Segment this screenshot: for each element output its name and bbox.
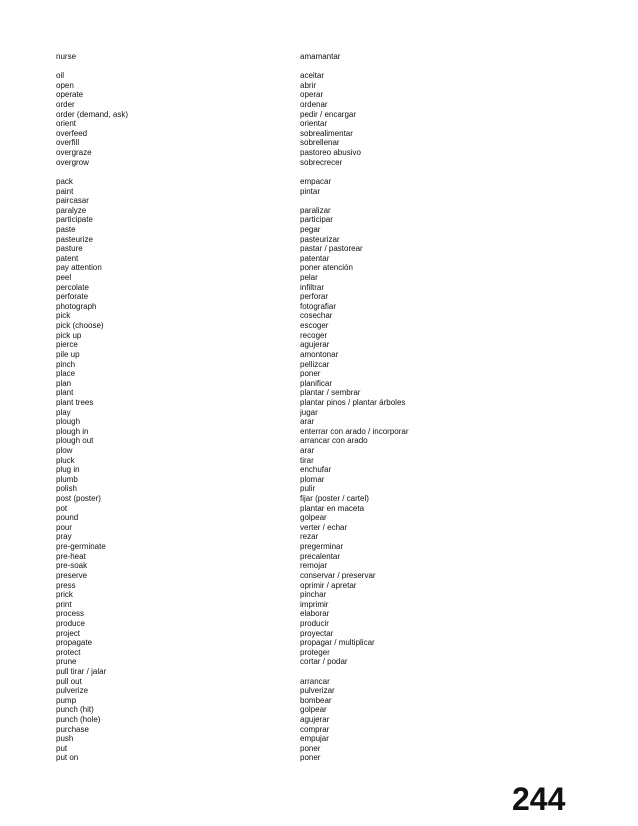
english-term: peel (56, 273, 72, 283)
english-term: preserve (56, 570, 88, 580)
spanish-term: proyectar (300, 628, 334, 638)
english-term: play (56, 407, 71, 417)
spanish-term: sobrecrecer (300, 157, 343, 167)
spanish-term: verter / echar (300, 522, 348, 532)
english-term (56, 167, 276, 177)
spanish-term: elaborar (300, 609, 330, 619)
spanish-term: agujerar (300, 715, 330, 725)
spanish-term: poner (300, 743, 321, 753)
spanish-term: remojar (300, 561, 328, 571)
spanish-term: agujerar (300, 340, 330, 350)
spanish-term: producir (300, 618, 329, 628)
english-term: plant trees (56, 397, 94, 407)
spanish-term: pregerminar (300, 542, 344, 552)
english-term: overgrow (56, 157, 89, 167)
spanish-term: paralizar (300, 205, 331, 215)
english-term (56, 62, 276, 72)
english-term: pray (56, 532, 72, 542)
english-term: pack (56, 176, 73, 186)
page-number: 244 (512, 781, 566, 817)
spanish-term: ordenar (300, 100, 328, 110)
spanish-term: abrir (300, 80, 317, 90)
spanish-term: precalentar (300, 551, 341, 561)
spanish-term (300, 667, 600, 677)
english-term: project (56, 628, 81, 638)
spanish-term: pastar / pastorear (300, 244, 363, 254)
spanish-term: fijar (poster / cartel) (300, 494, 369, 504)
english-term: pick (choose) (56, 321, 104, 331)
english-term: purchase (56, 724, 89, 734)
spanish-term: escoger (300, 321, 329, 331)
english-term: paste (56, 224, 76, 234)
english-term: orient (56, 119, 77, 129)
english-term: overfill (56, 138, 80, 148)
english-term: propagate (56, 638, 93, 648)
english-term: pre-germinate (56, 542, 106, 552)
spanish-term: operar (300, 90, 324, 100)
english-term: perforate (56, 292, 89, 302)
english-term: pasture (56, 244, 83, 254)
english-term: pick up (56, 330, 82, 340)
spanish-term: sobrellenar (300, 138, 340, 148)
english-term: plan (56, 378, 72, 388)
spanish-term: patentar (300, 253, 330, 263)
spanish-term: plomar (300, 474, 325, 484)
english-term: prick (56, 590, 73, 600)
spanish-term: enterrar con arado / incorporar (300, 426, 409, 436)
spanish-term: plantar pinos / plantar árboles (300, 397, 406, 407)
english-term: paircasar (56, 196, 89, 206)
spanish-column (300, 52, 600, 763)
spanish-term: empacar (300, 176, 332, 186)
english-term: pre-heat (56, 551, 86, 561)
english-term: paint (56, 186, 74, 196)
spanish-term: empujar (300, 734, 329, 744)
english-term: pump (56, 695, 77, 705)
english-term: press (56, 580, 76, 590)
spanish-term: pinchar (300, 590, 327, 600)
english-term: pile up (56, 349, 80, 359)
spanish-term (300, 62, 600, 72)
english-term: overgraze (56, 148, 92, 158)
english-term: open (56, 80, 74, 90)
spanish-term: pegar (300, 224, 321, 234)
spanish-term: pintar (300, 186, 321, 196)
english-term: plough in (56, 426, 89, 436)
spanish-term: bombear (300, 695, 332, 705)
spanish-term: oprimir / apretar (300, 580, 357, 590)
spanish-term: arrancar (300, 676, 330, 686)
spanish-term: plantar / sembrar (300, 388, 361, 398)
english-term: paralyze (56, 205, 87, 215)
spanish-term: sobrealimentar (300, 128, 353, 138)
spanish-term: poner (300, 369, 321, 379)
english-term: photograph (56, 301, 97, 311)
spanish-term: pedir / encargar (300, 109, 357, 119)
english-term: participate (56, 215, 93, 225)
english-term: order (56, 100, 75, 110)
english-term: patent (56, 253, 79, 263)
spanish-term: pasteurizar (300, 234, 340, 244)
spanish-term: propagar / multiplicar (300, 638, 375, 648)
english-term: polish (56, 484, 77, 494)
spanish-term: enchufar (300, 465, 332, 475)
english-term: punch (hole) (56, 715, 101, 725)
spanish-term: cosechar (300, 311, 333, 321)
english-term: pay attention (56, 263, 102, 273)
spanish-term: planificar (300, 378, 333, 388)
spanish-term: pulverizar (300, 686, 335, 696)
english-term: percolate (56, 282, 89, 292)
spanish-term (300, 167, 600, 177)
english-term: plow (56, 445, 73, 455)
english-term: plumb (56, 474, 78, 484)
english-term: operate (56, 90, 84, 100)
english-term: pot (56, 503, 68, 513)
spanish-term: jugar (300, 407, 318, 417)
spanish-term: poner atención (300, 263, 353, 273)
english-term: produce (56, 618, 85, 628)
english-term: put (56, 743, 68, 753)
english-term: plug in (56, 465, 80, 475)
spanish-term: imprimir (300, 599, 329, 609)
english-term: pick (56, 311, 71, 321)
spanish-term: pastoreo abusivo (300, 148, 361, 158)
spanish-term: rezar (300, 532, 319, 542)
spanish-term: aceitar (300, 71, 325, 81)
spanish-term: orientar (300, 119, 328, 129)
english-term: oil (56, 71, 65, 81)
english-term: plough out (56, 436, 94, 446)
english-term: pre-soak (56, 561, 88, 571)
spanish-term: perforar (300, 292, 329, 302)
spanish-term: comprar (300, 724, 330, 734)
english-term: place (56, 369, 76, 379)
spanish-term: plantar en maceta (300, 503, 365, 513)
english-term: punch (hit) (56, 705, 94, 715)
spanish-term: arar (300, 445, 315, 455)
spanish-term: poner (300, 753, 321, 763)
english-term: protect (56, 647, 81, 657)
english-term: process (56, 609, 85, 619)
english-term: plant (56, 388, 74, 398)
english-term: prune (56, 657, 77, 667)
spanish-term: amamantar (300, 52, 341, 61)
spanish-term: fotografiar (300, 301, 337, 311)
english-term: post (poster) (56, 494, 101, 504)
spanish-term: participar (300, 215, 333, 225)
english-term: print (56, 599, 72, 609)
english-term: pluck (56, 455, 75, 465)
spanish-term: golpear (300, 513, 327, 523)
spanish-term: pellizcar (300, 359, 330, 369)
spanish-term (300, 196, 600, 206)
english-term: pasteurize (56, 234, 93, 244)
english-term: pierce (56, 340, 78, 350)
spanish-term: arrancar con arado (300, 436, 368, 446)
spanish-term: proteger (300, 647, 330, 657)
english-term: plough (56, 417, 81, 427)
english-term: push (56, 734, 74, 744)
spanish-term: cortar / podar (300, 657, 348, 667)
spanish-term: tirar (300, 455, 314, 465)
spanish-term: infiltrar (300, 282, 325, 292)
spanish-term: arar (300, 417, 315, 427)
spanish-term: pulir (300, 484, 316, 494)
english-term: pound (56, 513, 79, 523)
spanish-term: amontonar (300, 349, 339, 359)
english-term: pour (56, 522, 73, 532)
english-term: order (demand, ask) (56, 109, 129, 119)
spanish-term: pelar (300, 273, 318, 283)
english-term: pinch (56, 359, 76, 369)
spanish-term: recoger (300, 330, 328, 340)
spanish-term: conservar / preservar (300, 570, 376, 580)
english-term: nurse (56, 52, 77, 61)
english-term: pull out (56, 676, 82, 686)
english-term: pulverize (56, 686, 89, 696)
english-term: overfeed (56, 128, 88, 138)
english-term: pull tirar / jalar (56, 667, 107, 676)
spanish-term: golpear (300, 705, 327, 715)
english-term: put on (56, 753, 79, 763)
english-column (56, 52, 276, 763)
